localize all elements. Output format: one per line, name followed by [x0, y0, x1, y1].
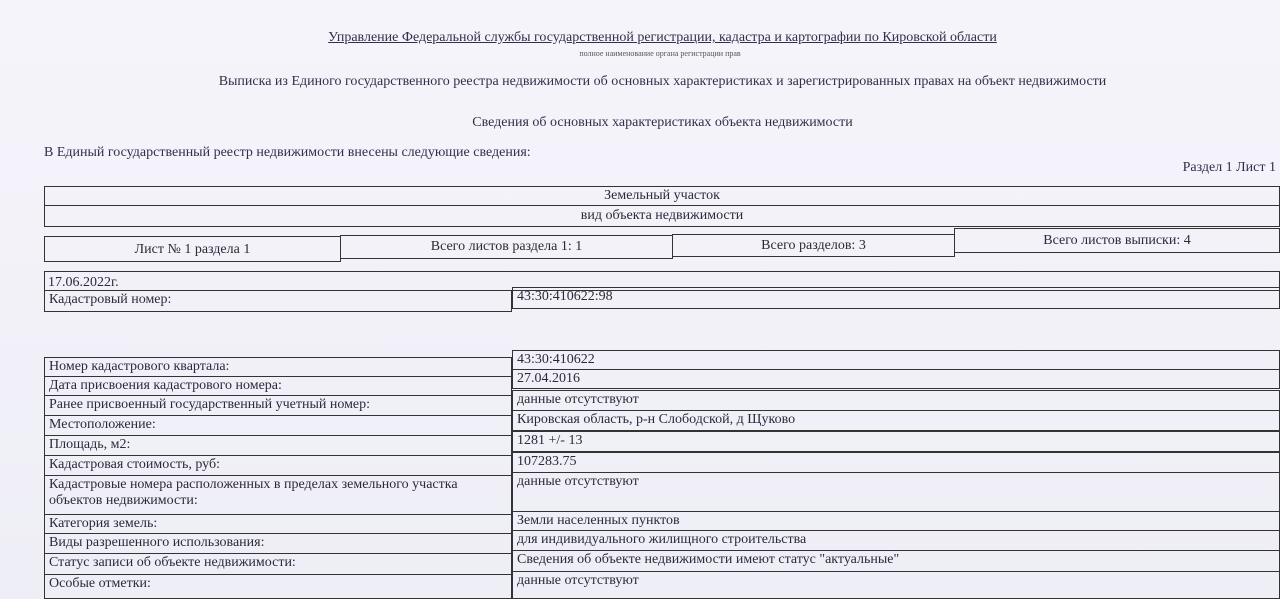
organization-caption: полное наименование органа регистрации прав — [579, 49, 741, 58]
row-value: данные отсутствуют — [512, 571, 1280, 599]
row-label: Дата присвоения кадастрового номера: — [44, 376, 512, 396]
total-sheets-extract: Всего листов выписки: 4 — [954, 228, 1280, 253]
row-value: Земли населенных пунктов — [512, 511, 1280, 531]
row-label: Особые отметки: — [44, 574, 512, 599]
total-sections: Всего разделов: 3 — [672, 234, 955, 257]
section-title: Сведения об основных характеристиках объекта недвижимости — [472, 115, 853, 130]
extract-title: Выписка из Единого государственного реестра недвижимости об основных характеристиках и зарегистрированных правах на объект недвижимости — [218, 74, 1107, 89]
section-sheet: Раздел 1 Лист 1 — [1182, 160, 1276, 175]
row-value: данные отсутствуют — [512, 390, 1280, 411]
row-label: Номер кадастрового квартала: — [44, 357, 512, 377]
row-value: Сведения об объекте недвижимости имеют статус "актуальные" — [512, 550, 1280, 572]
row-label: Местоположение: — [44, 415, 512, 436]
row-label: Виды разрешенного использования: — [44, 533, 512, 554]
row-value: 107283.75 — [512, 452, 1280, 473]
row-value: для индивидуального жилищного строительства — [512, 530, 1280, 551]
row-value: данные отсутствуют — [512, 472, 1280, 512]
cadastral-number-value: 43:30:410622:98 — [512, 287, 1280, 309]
row-label: Статус записи об объекте недвижимости: — [44, 553, 512, 575]
row-value: 43:30:410622 — [512, 350, 1280, 370]
row-value: 1281 +/- 13 — [512, 431, 1280, 452]
extract-date: 17.06.2022г. — [44, 271, 1280, 291]
row-value: Кировская область, р-н Слободской, д Щуково — [512, 410, 1280, 431]
row-label: Кадастровые номера расположенных в пределах земельного участка объектов недвижимости: — [44, 475, 512, 515]
object-type-caption: вид объекта недвижимости — [44, 205, 1280, 227]
row-label: Ранее присвоенный государственный учетный номер: — [44, 395, 512, 416]
organization-name: Управление Федеральной службы государственной регистрации, кадастра и картографии по Кировской области — [328, 30, 997, 45]
row-value: 27.04.2016 — [512, 369, 1280, 389]
sheet-number: Лист № 1 раздела 1 — [44, 236, 341, 262]
intro-text: В Единый государственный реестр недвижимости внесены следующие сведения: — [44, 145, 531, 160]
cadastral-number-label: Кадастровый номер: — [44, 290, 512, 312]
object-type: Земельный участок — [44, 186, 1280, 206]
row-label: Кадастровая стоимость, руб: — [44, 455, 512, 476]
row-label: Площадь, м2: — [44, 435, 512, 456]
row-label: Категория земель: — [44, 514, 512, 534]
total-sheets-section: Всего листов раздела 1: 1 — [340, 235, 673, 259]
